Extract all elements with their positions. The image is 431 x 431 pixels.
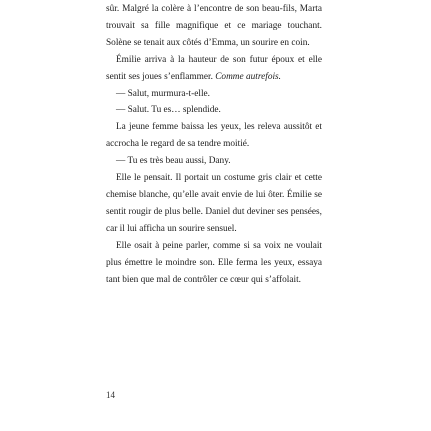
paragraph: Elle osait à peine parler, comme si sa voix ne voulait plus émettre le moindre son. Elle ferma les yeux, essaya tant bien que mal de contrôler ce cœur qui s’affolait. [106, 240, 322, 285]
paragraph: La jeune femme baissa les yeux, les releva aussitôt et accrocha le regard de sa tendre moitié. [106, 122, 322, 150]
paragraph: sûr. Malgré la colère à l’encontre de son beau-fils, Marta trouvait sa fille magnifique et ce mariage touchant. Solène se tenait aux côtés d’Emma, un sourire en coin. [106, 4, 322, 48]
paragraph-text: Émilie arriva à la hauteur de son futur époux et elle sentit ses joues s’enflammer. [106, 54, 322, 82]
dialogue-line: — Salut. Tu es… splendide. [116, 105, 221, 116]
paragraph [106, 52, 322, 86]
dialogue-line: — Tu es très beau aussi, Dany. [116, 156, 231, 167]
italic-phrase: Comme autrefois. [215, 71, 281, 82]
paragraph: Elle le pensait. Il portait un costume gris clair et cette chemise blanche, qu’elle avait envie de lui ôter. Émilie se sentit rougir de plus belle. Daniel dut deviner ses pensées, car il lui afficha un sourire sensuel. [106, 173, 322, 234]
page-number: 14 [106, 390, 115, 400]
dialogue-line: — Salut, murmura-t-elle. [116, 88, 210, 99]
body-text [106, 1, 322, 288]
